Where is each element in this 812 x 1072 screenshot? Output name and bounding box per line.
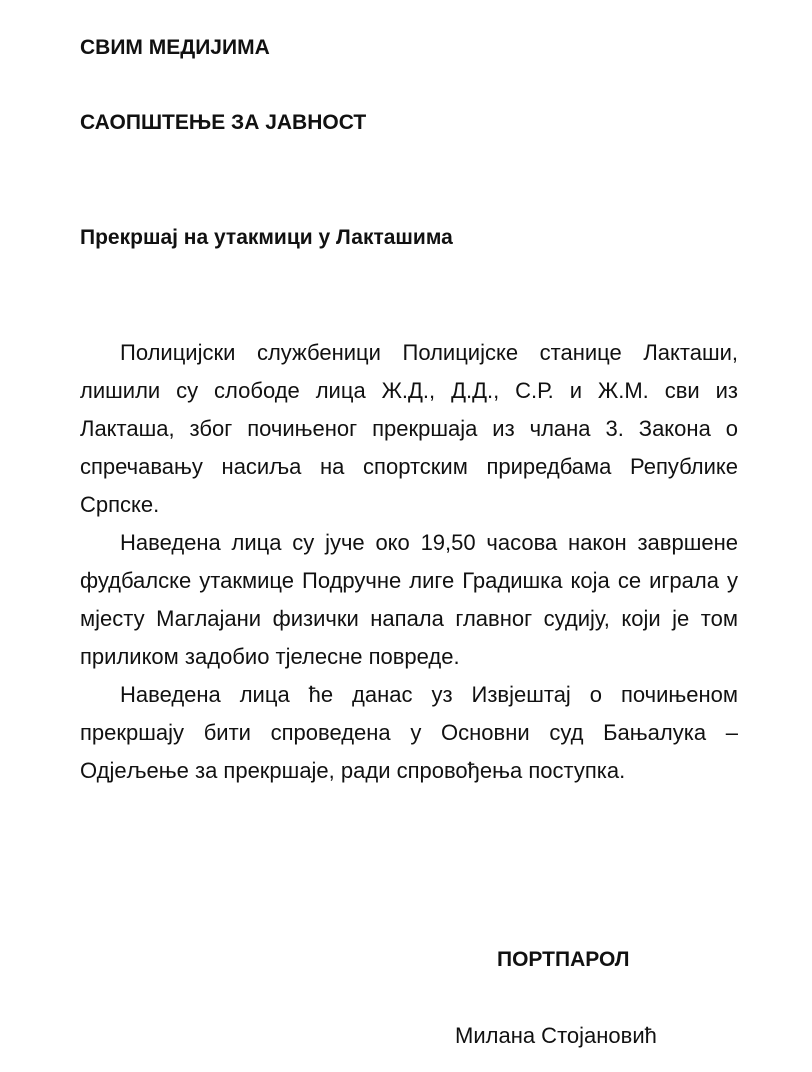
body-paragraph: Наведена лица су јуче око 19,50 часова након завршене фудбалске утакмице Подручне лиге Градишка која се играла у мјесту Маглајани физички напала главног судију, који је том приликом задобио тјелесне повреде.: [80, 530, 738, 669]
body-paragraph: Полицијски службеници Полицијске станице Лакташи, лишили су слободе лица Ж.Д., Д.Д., С.Р. и Ж.М. сви из Лакташа, због почињеног прекршаја из члана 3. Закона о спречавању насиља на спортским приредбама Републике Српске.: [80, 340, 738, 517]
document-type-heading: САОПШТЕЊЕ ЗА ЈАВНОСТ: [80, 111, 367, 134]
signature-name: Милана Стојановић: [455, 1023, 657, 1048]
document-title: Прекршај на утакмици у Лакташима: [80, 226, 453, 249]
document-body: [80, 334, 738, 790]
body-paragraph: Наведена лица ће данас уз Извјештај о почињеном прекршају бити спроведена у Основни суд Бањалука – Одјељење за прекршаје, ради спровођења поступка.: [80, 682, 738, 783]
recipient-heading: СВИМ МЕДИЈИМА: [80, 36, 270, 59]
signature-role: ПОРТПАРОЛ: [497, 948, 630, 971]
